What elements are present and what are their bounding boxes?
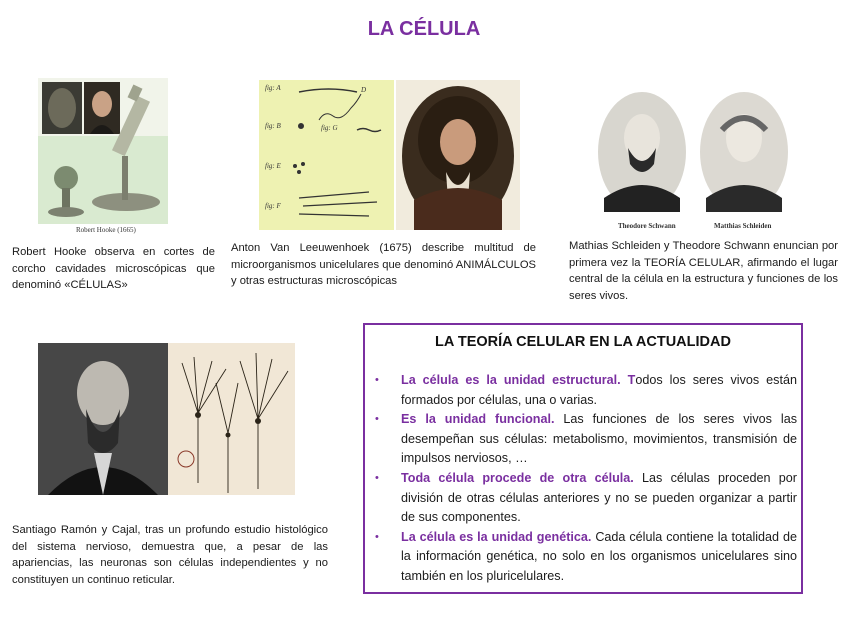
hooke-image bbox=[38, 78, 168, 236]
theory-item-text: Cada célula contiene la totalidad de la información genética, no solo en los organismos unicelulares sino también en los pluricelulares. bbox=[401, 529, 797, 583]
cajal-portrait-image bbox=[38, 343, 168, 495]
schleiden-caption: Mathias Schleiden y Theodore Schwann enuncian por primera vez la TEORÍA CELULAR, afirmando el lugar central de la célula en la estructura y funciones de los seres vivos. bbox=[569, 240, 838, 302]
bullet-icon: • bbox=[375, 471, 379, 484]
theory-item-text: Las células proceden por división de otras células anteriores y no se pueden organizar a partir de sus componentes. bbox=[401, 470, 797, 525]
hooke-image-label: Robert Hooke (1665) bbox=[76, 226, 136, 234]
theory-item-lead: Es la unidad funcional. bbox=[401, 412, 555, 427]
schwann-label: Theodore Schwann bbox=[618, 222, 676, 230]
theory-box bbox=[363, 323, 803, 594]
theory-item bbox=[373, 371, 797, 410]
fig-label-d: D bbox=[361, 86, 367, 94]
theory-item bbox=[373, 410, 797, 469]
fig-label-e: fig: E bbox=[265, 162, 281, 170]
cajal-caption: Santiago Ramón y Cajal, tras un profundo estudio histológico del sistema nervioso, demuestra que, a pesar de las apariencias, las neuronas son células independientes y no constituyen un continuo reticular. bbox=[12, 524, 328, 586]
schwann-schleiden-image bbox=[594, 88, 794, 234]
bullet-icon: • bbox=[375, 374, 379, 386]
bullet-icon: • bbox=[375, 413, 379, 426]
fig-label-g: fig: G bbox=[321, 124, 338, 132]
hooke-caption: Robert Hooke observa en cortes de corcho cavidades microscópicas que denominó «CÉLULAS» bbox=[12, 246, 215, 291]
page-title: LA CÉLULA bbox=[367, 18, 481, 40]
theory-item bbox=[373, 528, 797, 587]
theory-list bbox=[373, 371, 797, 587]
fig-label-f: fig: F bbox=[265, 202, 281, 210]
theory-item-text: Las funciones de los seres vivos las desempeñan sus células: metabolismo, movimientos, transmisión de impulsos nerviosos, … bbox=[401, 412, 797, 466]
neuron-drawing-image bbox=[168, 343, 295, 495]
theory-item bbox=[373, 469, 797, 528]
theory-title: LA TEORÍA CELULAR EN LA ACTUALIDAD bbox=[435, 334, 731, 350]
leeuwenhoek-drawings-image bbox=[259, 80, 394, 230]
theory-item-lead: La célula es la unidad genética. bbox=[401, 529, 592, 544]
fig-label-a: fig: A bbox=[265, 84, 281, 92]
leeuwenhoek-portrait-image bbox=[396, 80, 520, 230]
leeuwenhoek-caption: Anton Van Leeuwenhoek (1675) describe multitud de microorganismos unicelulares que denominó ANIMÁLCULOS y otras estructuras microscópicas bbox=[231, 242, 536, 287]
schleiden-label: Matthias Schleiden bbox=[714, 222, 772, 230]
fig-label-b: fig: B bbox=[265, 122, 281, 130]
theory-item-lead: La célula es la unidad estructural. T bbox=[401, 373, 636, 387]
theory-item-text: odos los seres vivos están formados por células, una o varias. bbox=[401, 373, 797, 407]
bullet-icon: • bbox=[375, 530, 379, 543]
theory-item-lead: Toda célula procede de otra célula. bbox=[401, 470, 634, 485]
